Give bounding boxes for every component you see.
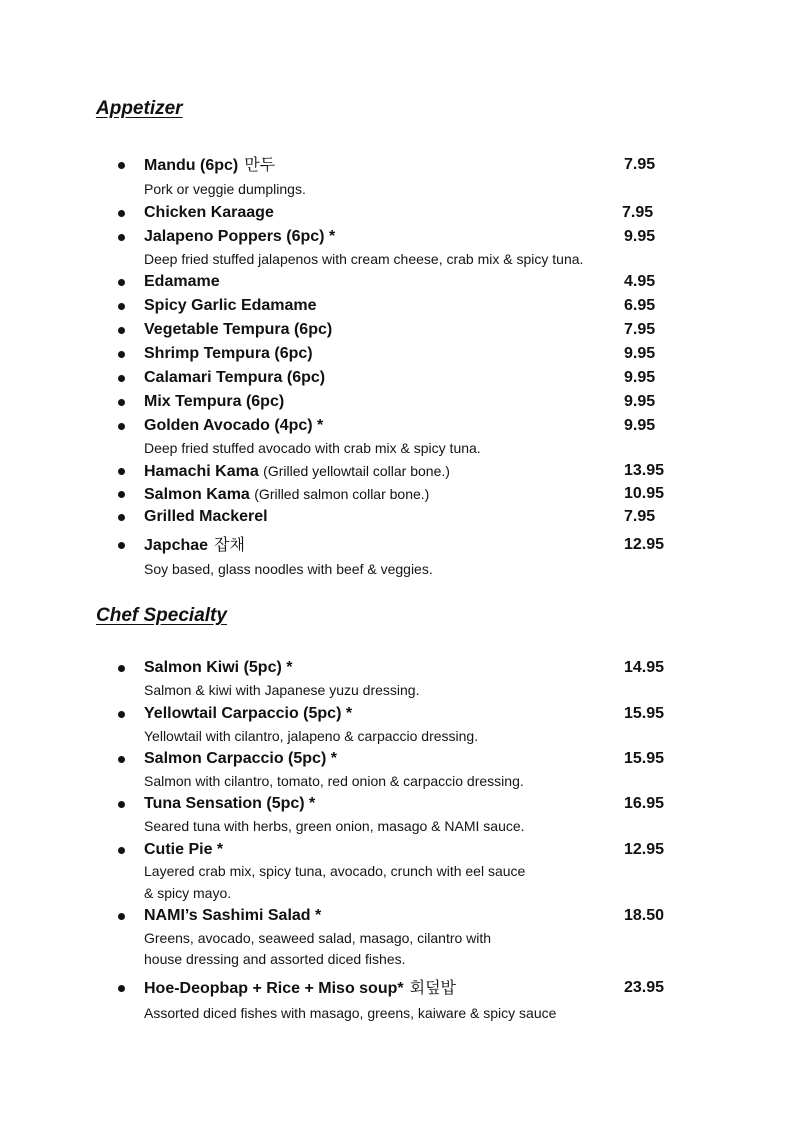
item-name: Mix Tempura (6pc): [144, 393, 285, 410]
item-name: Calamari Tempura (6pc): [144, 369, 326, 386]
menu-item: [0, 202, 793, 224]
item-description: Deep fried stuffed avocado with crab mix & spicy tuna.: [144, 440, 481, 456]
bullet-icon: [118, 162, 125, 169]
item-description: Greens, avocado, seaweed salad, masago, cilantro with: [144, 930, 492, 946]
item-description: Pork or veggie dumplings.: [144, 181, 306, 197]
item-price: 15.95: [624, 750, 665, 767]
item-name: Yellowtail Carpaccio (5pc) *: [144, 705, 353, 722]
bullet-icon: [118, 399, 125, 406]
menu-item: [0, 343, 793, 365]
menu-item: [0, 977, 793, 999]
item-korean-name: 잡채: [214, 535, 245, 554]
item-description: Layered crab mix, spicy tuna, avocado, crunch with eel sauce: [144, 863, 526, 879]
item-note: (Grilled salmon collar bone.): [254, 486, 430, 502]
item-name: Vegetable Tempura (6pc): [144, 321, 333, 338]
item-description: & spicy mayo.: [144, 885, 232, 901]
item-name: Salmon Kiwi (5pc) *: [144, 659, 293, 676]
menu-item: [0, 534, 793, 556]
menu-item: [0, 905, 793, 927]
bullet-icon: [118, 303, 125, 310]
menu-item: [0, 657, 793, 679]
item-price: 7.95: [622, 204, 654, 221]
item-name: Jalapeno Poppers (6pc) *: [144, 228, 336, 245]
menu-item: [0, 367, 793, 389]
item-description: Salmon with cilantro, tomato, red onion & carpaccio dressing.: [144, 773, 524, 789]
item-price: 7.95: [624, 156, 656, 173]
item-name: NAMI’s Sashimi Salad *: [144, 907, 322, 924]
item-name: Cutie Pie *: [144, 841, 224, 858]
bullet-icon: [118, 756, 125, 763]
item-price: 18.50: [624, 907, 665, 924]
item-price: 23.95: [624, 979, 665, 996]
item-price: 14.95: [624, 659, 665, 676]
menu-item: [0, 793, 793, 815]
item-price: 10.95: [624, 485, 665, 502]
item-price: 9.95: [624, 417, 656, 434]
menu-item: [0, 460, 793, 482]
menu-item: [0, 483, 793, 505]
item-description: Seared tuna with herbs, green onion, masago & NAMI sauce.: [144, 818, 525, 834]
bullet-icon: [118, 801, 125, 808]
bullet-icon: [118, 351, 125, 358]
item-korean-name: 회덮밥: [409, 978, 456, 997]
item-description: Assorted diced fishes with masago, greens, kaiware & spicy sauce: [144, 1005, 557, 1021]
item-description: Soy based, glass noodles with beef & veggies.: [144, 561, 433, 577]
item-name: Mandu (6pc) 만두: [144, 155, 276, 174]
menu-item: [0, 748, 793, 770]
menu-item: [0, 154, 793, 176]
item-name: Golden Avocado (4pc) *: [144, 417, 324, 434]
menu-item: [0, 295, 793, 317]
section-title-chef-specialty: Chef Specialty: [96, 605, 227, 626]
item-price: 7.95: [624, 508, 656, 525]
bullet-icon: [118, 423, 125, 430]
item-name: Edamame: [144, 273, 220, 290]
item-name: Japchae 잡채: [144, 535, 245, 554]
item-price: 6.95: [624, 297, 656, 314]
item-name: Spicy Garlic Edamame: [144, 297, 317, 314]
item-name: Chicken Karaage: [144, 204, 274, 221]
item-price: 9.95: [624, 393, 656, 410]
menu-item: [0, 391, 793, 413]
item-note: (Grilled yellowtail collar bone.): [263, 463, 450, 479]
bullet-icon: [118, 491, 125, 498]
item-description: Deep fried stuffed jalapenos with cream cheese, crab mix & spicy tuna.: [144, 251, 584, 267]
menu-item: [0, 415, 793, 437]
menu-item: [0, 271, 793, 293]
item-price: 15.95: [624, 705, 665, 722]
item-name: Tuna Sensation (5pc) *: [144, 795, 316, 812]
item-price: 12.95: [624, 536, 665, 553]
menu-item: [0, 319, 793, 341]
bullet-icon: [118, 913, 125, 920]
bullet-icon: [118, 234, 125, 241]
bullet-icon: [118, 985, 125, 992]
item-korean-name: 만두: [244, 155, 276, 174]
bullet-icon: [118, 375, 125, 382]
item-description: Salmon & kiwi with Japanese yuzu dressing.: [144, 682, 420, 698]
item-name: Grilled Mackerel: [144, 508, 268, 525]
bullet-icon: [118, 514, 125, 521]
item-price: 12.95: [624, 841, 665, 858]
item-price: 13.95: [624, 462, 665, 479]
menu-item: [0, 506, 793, 528]
item-price: 4.95: [624, 273, 656, 290]
bullet-icon: [118, 542, 125, 549]
bullet-icon: [118, 327, 125, 334]
item-price: 9.95: [624, 369, 656, 386]
bullet-icon: [118, 279, 125, 286]
bullet-icon: [118, 210, 125, 217]
item-name: Salmon Carpaccio (5pc) *: [144, 750, 337, 767]
item-name: Hoe-Deopbap + Rice + Miso soup* 회덮밥: [144, 978, 456, 997]
item-description: Yellowtail with cilantro, jalapeno & carpaccio dressing.: [144, 728, 479, 744]
bullet-icon: [118, 711, 125, 718]
bullet-icon: [118, 468, 125, 475]
item-price: 9.95: [624, 228, 656, 245]
item-name: Hamachi Kama (Grilled yellowtail collar bone.): [144, 463, 450, 480]
menu-item: [0, 703, 793, 725]
section-title-appetizer: Appetizer: [96, 98, 183, 119]
bullet-icon: [118, 665, 125, 672]
item-name: Salmon Kama (Grilled salmon collar bone.): [144, 486, 430, 503]
menu-item: [0, 839, 793, 861]
item-name: Shrimp Tempura (6pc): [144, 345, 313, 362]
item-description: house dressing and assorted diced fishes.: [144, 951, 406, 967]
menu-item: [0, 226, 793, 248]
item-price: 9.95: [624, 345, 656, 362]
bullet-icon: [118, 847, 125, 854]
item-price: 16.95: [624, 795, 665, 812]
item-price: 7.95: [624, 321, 656, 338]
